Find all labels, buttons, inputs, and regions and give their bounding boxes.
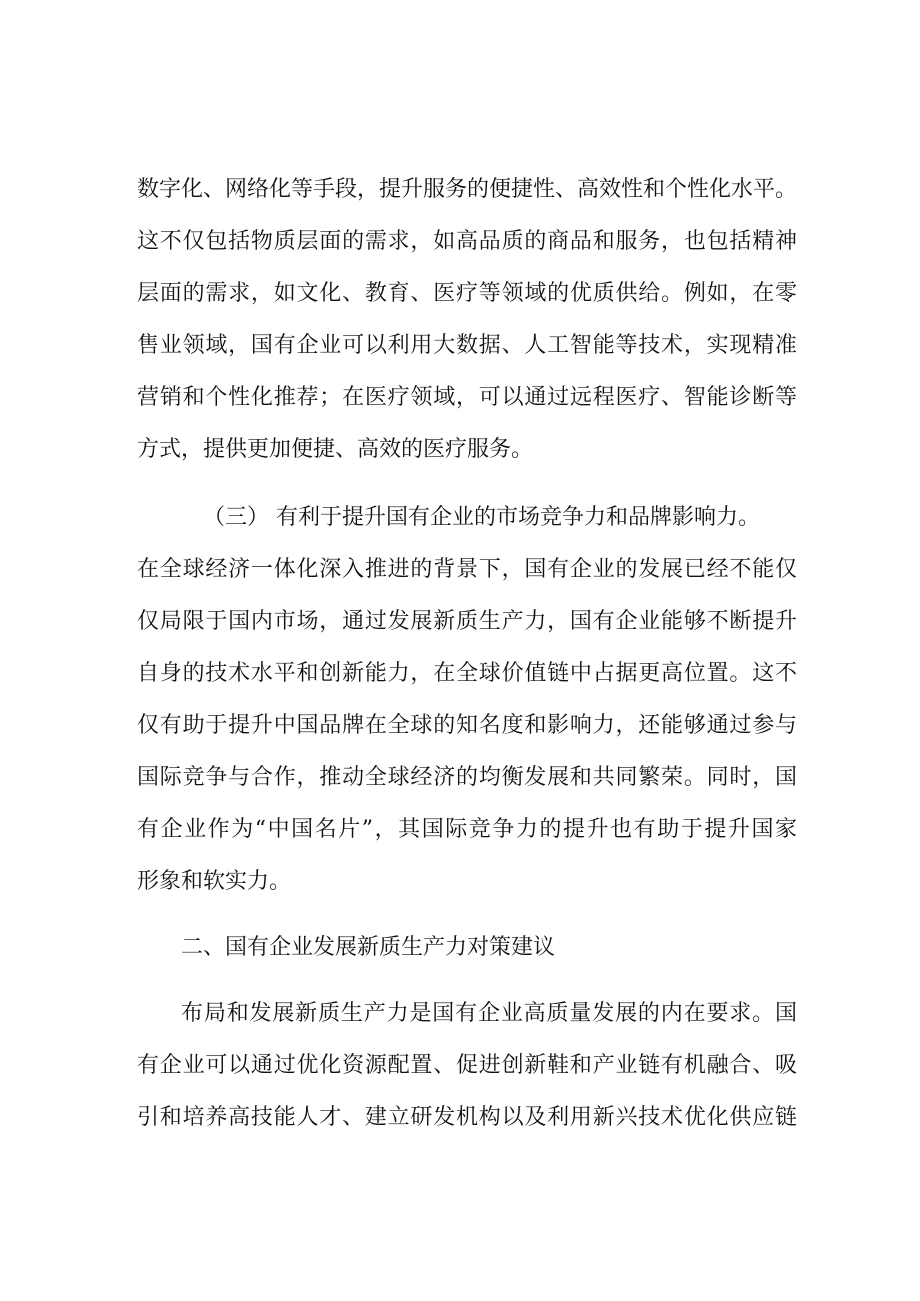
paragraph-2-line-7: 形象和软实力。 — [137, 869, 292, 894]
paragraph-2-line-5: 国际竞争与合作，推动全球经济的均衡发展和共同繁荣。同时，国 — [137, 765, 797, 790]
paragraph-1-line-4: 售业领域，国有企业可以利用大数据、人工智能等技术，实现精准 — [137, 333, 797, 358]
paragraph-1-line-6: 方式，提供更加便捷、高效的医疗服务。 — [137, 437, 534, 462]
paragraph-2-line-4: 仅有助于提升中国品牌在全球的知名度和影响力，还能够通过参与 — [137, 713, 797, 738]
paragraph-3-line-2: 有企业可以通过优化资源配置、促进创新鞋和产业链有机融合、吸 — [137, 1053, 797, 1078]
paragraph-3-line-3: 引和培养高技能人才、建立研发机构以及利用新兴技术优化供应链 — [137, 1105, 797, 1130]
section-2-heading: 二、国有企业发展新质生产力对策建议 — [181, 935, 556, 960]
paragraph-1-line-5: 营销和个性化推荐；在医疗领域，可以通过远程医疗、智能诊断等 — [137, 385, 797, 410]
paragraph-2-line-1: 在全球经济一体化深入推进的背景下，国有企业的发展已经不能仅 — [137, 557, 797, 582]
subheading-3: （三） 有利于提升国有企业的市场竞争力和品牌影响力。 — [203, 505, 760, 530]
paragraph-1-line-1: 数字化、网络化等手段，提升服务的便捷性、高效性和个性化水平。 — [137, 177, 798, 202]
paragraph-2-line-6: 有企业作为“中国名片”，其国际竞争力的提升也有助于提升国家 — [137, 817, 797, 842]
paragraph-1-line-2: 这不仅包括物质层面的需求，如高品质的商品和服务，也包括精神 — [137, 229, 797, 254]
paragraph-2-line-3: 自身的技术水平和创新能力，在全球价值链中占据更高位置。这不 — [137, 661, 797, 686]
paragraph-1-line-3: 层面的需求，如文化、教育、医疗等领域的优质供给。例如，在零 — [137, 281, 797, 306]
paragraph-3-line-1: 布局和发展新质生产力是国有企业高质量发展的内在要求。国 — [181, 1001, 797, 1026]
paragraph-2-line-2: 仅局限于国内市场，通过发展新质生产力，国有企业能够不断提升 — [137, 609, 797, 634]
